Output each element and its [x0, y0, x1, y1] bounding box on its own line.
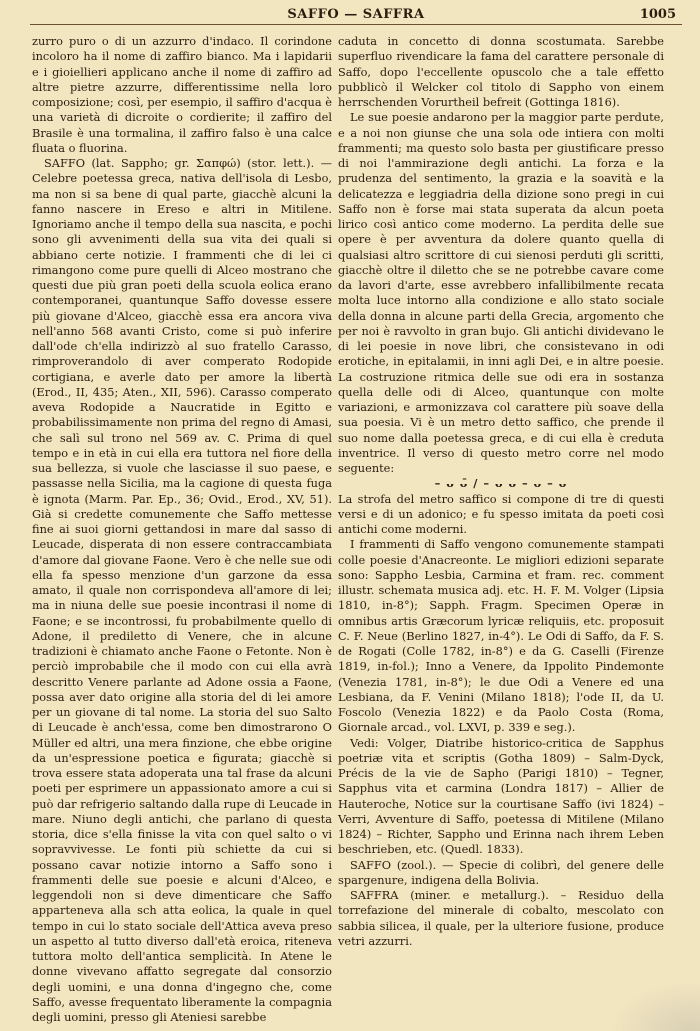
page-header [30, 4, 682, 25]
entry-saffo-zool: SAFFO (zool.). — Specie di colibrì, del genere delle spargenure, indigena della Bolivia. [338, 857, 664, 887]
sapphic-meter-scansion: – ᴗ ᴗ̄ / – ᴗ ᴗ – ᴗ – ᴗ [434, 476, 568, 491]
paragraph-edizioni: I frammenti di Saffo vengono comunemente stampati colle poesie d'Anacreonte. Le migliori edizioni separate sono: Sappho Lesbia, Carmina et fram. rec. comment illustr. schemata musica adj. etc. H. F. M. Volger (Lipsia 1810, in-8°); Sapph. Fragm. Specimen Operæ in omnibus artis Græcorum lyricæ reliquiis, etc. proposuit C. F. Neue (Berlino 1827, in-4°). Le Odi di Saffo, da F. S. de Rogati (Colle 1782, in-8°) e da G. Caselli (Firenze 1819, in-fol.); Inno a Venere, da Ippolito Pindemonte (Venezia 1781, in-8°); le due Odi a Venere ed una Lesbiana, da F. Venini (Milano 1818); l'ode II, da U. Foscolo (Venezia 1822) e da Paolo Costa (Roma, Giornale arcad., vol. LXVI, p. 339 e seg.). [338, 537, 664, 735]
paragraph-strofa: La strofa del metro saffico si compone di tre di questi versi e di un adonico; e fu spesso imitata da poeti così antichi come moderni. [338, 491, 664, 536]
left-column [32, 34, 332, 1025]
page-number: 1005 [639, 7, 676, 22]
paragraph-poesie: Le sue poesie andarono per la maggior parte perdute, e a noi non giunse che una sola ode intiera con molti frammenti; ma questo solo basta per giustificare presso di noi l'ammirazione degli antichi. La forza e la prudenza del sentimento, la grazia e la soavità e la delicatezza e leggiadria della dizione sono pregi in cui Saffo non è forse mai stata superata da alcun poeta lirico così antico come moderno. La perdita delle sue opere è per avventura da dolere quanto quella di qualsiasi altro scrittore di cui sienosi perduti gli scritti, giacchè oltre il diletto che se ne potrebbe cavare come da lavori d'arte, esse avrebbero infallibilmente recata molta luce intorno alla condizione e allo stato sociale della donna in alcune parti della Grecia, argomento che per noi è ravvolto in gran bujo. Gli antichi dividevano le di lei poesie in nove libri, che consistevano in odi erotiche, in epitalamii, in inni agli Dei, e in altre poesie. La costruzione ritmica delle sue odi era in sostanza quella delle odi di Alceo, quantunque con molte variazioni, e armonizzava col carattere più soave della sua poesia. Vi è un metro detto saffico, che prende il suo nome dalla poetessa greca, e di cui ella è creduta inventrice. Il verso di questo metro corre nel modo seguente: [338, 110, 664, 475]
right-column [338, 34, 664, 949]
entry-saffo-stor-lett: SAFFO (lat. Sappho; gr. Σαπφώ) (stor. lett.). — Celebre poetessa greca, nativa dell'isola di Lesbo, ma non si sa bene di qual parte, giacchè alcuni la fanno nascere in Ereso e altri in Mitilene. Ignoriamo anche il tempo della sua nascita, e pochi sono gli avvenimenti della sua vita dei quali si abbiano certe notizie. I frammenti che di lei ci rimangono come pure quelli di Alceo mostrano che questi due più gran poeti della scuola eolica erano contemporanei, quantunque Saffo dovesse essere più giovane d'Alceo, giacchè essa era ancora viva nell'anno 568 avanti Cristo, come si può inferire dall'ode ch'ella indirizzò al suo fratello Carasso, rimproverandolo di aver comperato Rodopide cortigiana, e averle dato per amore la libertà (Erod., II, 435; Aten., XII, 596). Carasso comperato aveva Rodopide a Naucratide in Egitto e probabilissimamente non prima del regno di Amasi, che salì sul trono nel 569 av. C. Prima di quel tempo e in età in cui ella era tuttora nel fiore della sua bellezza, si vuole che lasciasse il suo paese, e passasse nella Sicilia, ma la cagione di questa fuga è ignota (Marm. Par. Ep., 36; Ovid., Erod., XV, 51). Già si credette comunemente che Saffo mettesse fine ai suoi giorni gettandosi in mare dal sasso di Leucade, disperata di non essere contraccambiata d'amore dal giovane Faone. Vero è che nelle sue odi ella fa spesso menzione d'un garzone da essa amato, il quale non corrispondeva all'amore di lei; ma in niuna delle sue poesie incontrasi il nome di Faone; e se incontrossi, fu probabilmente quello di Adone, il prediletto di Venere, che in alcune tradizioni è chiamato anche Faone o Fetonte. Non è perciò improbabile che il modo con cui ella avrà descritto Venere parlante ad Adone ossia a Faone, possa aver dato origine alla storia del di lei amore per un giovane di tal nome. La storia del suo Salto di Leucade è anch'essa, come ben dimostrarono O Müller ed altri, una mera finzione, che ebbe origine da un'espressione poetica e figurata; giacchè si trova essere stata adoperata una tal frase da alcuni poeti per esprimere un appassionato amore a cui si può dar refrigerio saltando dalla rupe di Leucade in mare. Niuno degli antichi, che parlano di questa storia, dice s'ella finisse la vita con quel salto o vi sopravvivesse. Le fonti più schiette da cui si possano cavar notizie intorno a Saffo sono i frammenti delle sue poesie e alcuni d'Alceo, e leggendoli non si deve dimenticare che Saffo apparteneva alla sch atta eolica, la quale in quel tempo in cui lo stato sociale dell'Attica aveva preso un aspetto al tutto diverso dall'età eroica, riteneva tuttora molto dell'antica semplicità. In Atene le donne vivevano affatto segregate dal consorzio degli uomini, e una donna d'ingegno che, come Saffo, avesse frequentato liberamente la compagnia degli uomini, presso gli Ateniesi sarebbe [32, 156, 332, 1024]
page-corner-shadow [610, 981, 700, 1031]
entry-saffo-continuation: caduta in concetto di donna scostumata. Sarebbe superfluo rivendicare la fama del carattere personale di Saffo, dopo l'eccellente opuscolo che a tale effetto pubblicò il Welcker col titolo di Sappho von einem herrschenden Vorurtheil befreit (Gottinga 1816). [338, 34, 664, 109]
entry-saffra: SAFFRA (miner. e metallurg.). – Residuo della torrefazione del minerale di cobalto, mescolato con sabbia silicea, il quale, per la ulteriore fusione, produce vetri azzurri. [338, 888, 664, 948]
paragraph-bibliografia: Vedi: Volger, Diatribe historico-critica de Sapphus poetriæ vita et scriptis (Gotha 1809) – Salm-Dyck, Précis de la vie de Sapho (Parigi 1810) – Tegner, Sapphus vita et carmina (Londra 1817) – Allier de Hauteroche, Notice sur la courtisane Saffo (ivi 1824) – Verri, Avventure di Saffo, poetessa di Mitilene (Milano 1824) – Richter, Sappho und Erinna nach ihrem Leben beschrieben, etc. (Quedl. 1833). [338, 735, 664, 857]
entry-zaffiro-continuation: zurro puro o di un azzurro d'indaco. Il corindone incoloro ha il nome di zaffiro bianco. Ma i lapidarii e i gioiellieri applicano anche il nome di zaffiro ad altre pietre azzurre, differentissime nella loro composizione; così, per esempio, il saffiro d'acqua è una varietà di dicroite o cordierite; il zaffiro del Brasile è una tormalina, il zaffiro falso è una calce fluata o fluorina. [32, 34, 332, 155]
running-title: SAFFO — SAFFRA [287, 7, 425, 22]
